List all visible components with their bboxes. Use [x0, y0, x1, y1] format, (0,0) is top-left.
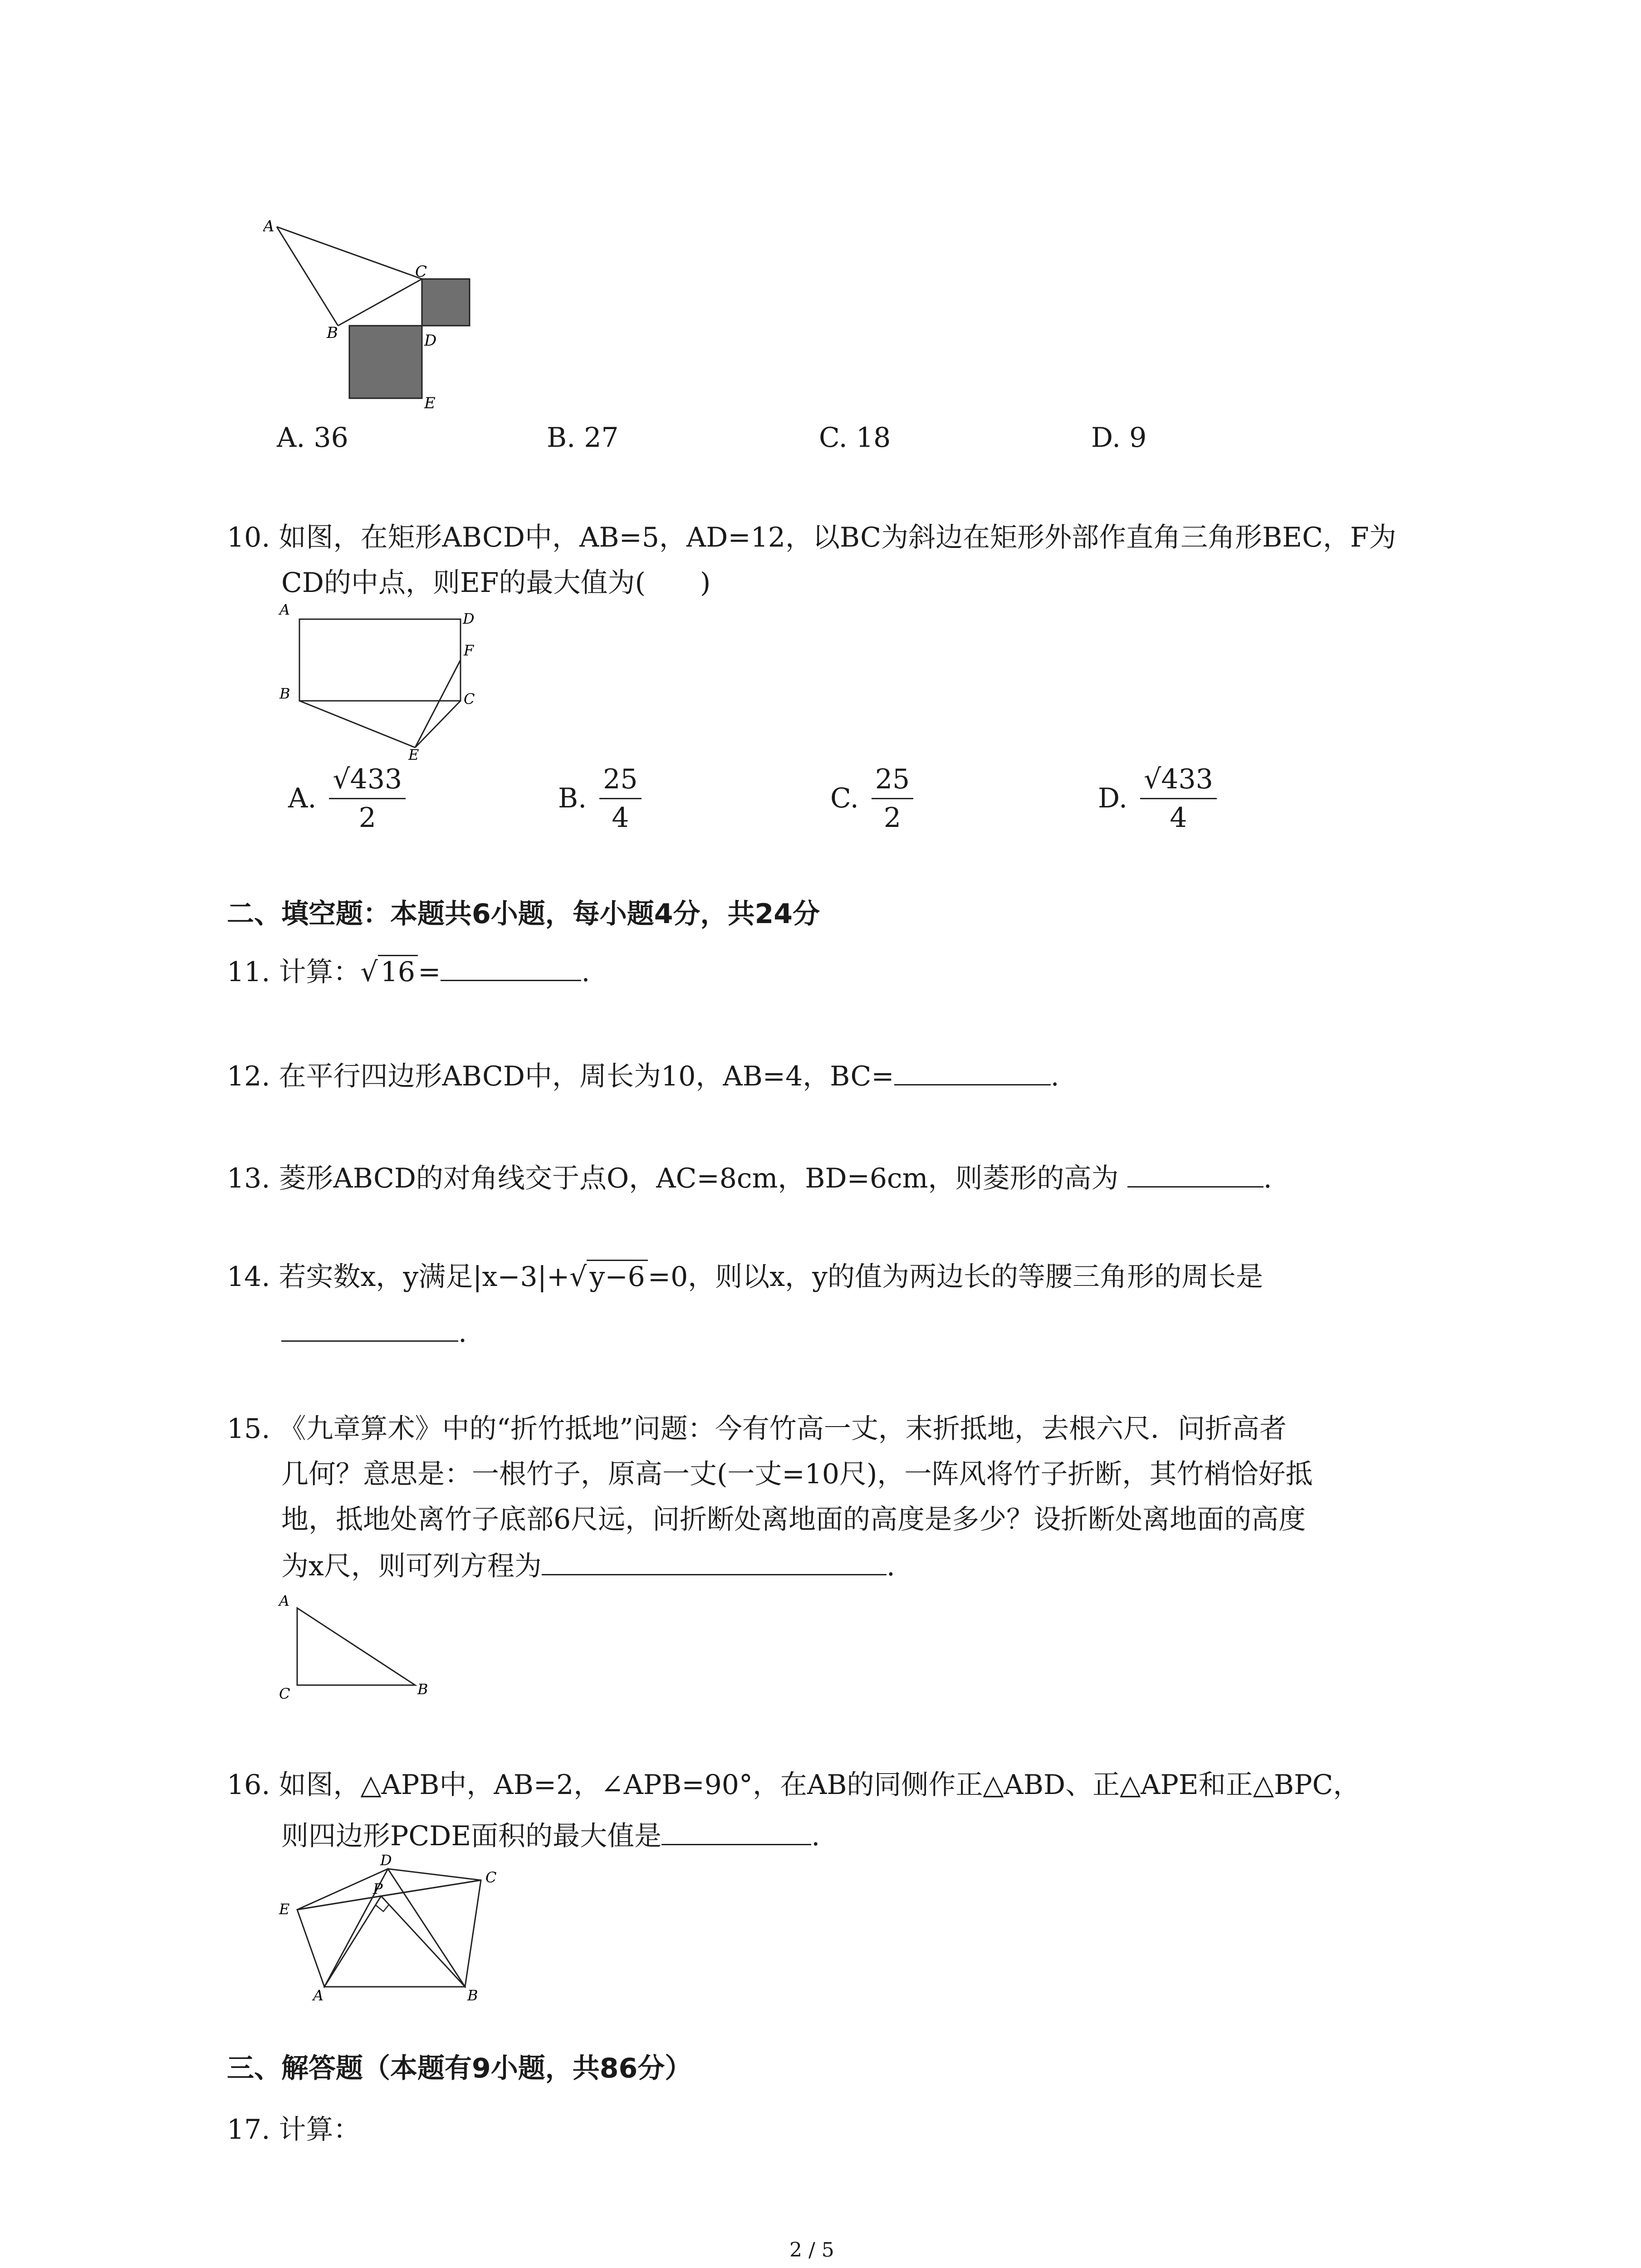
q9-label-e: E [424, 394, 436, 412]
q10-option-b [558, 760, 642, 837]
fraction [329, 763, 406, 834]
q11 [227, 953, 590, 990]
q9-large-square [349, 326, 422, 398]
q14-period: . [458, 1317, 467, 1349]
denominator: 2 [883, 802, 901, 834]
radicand: 433 [1161, 763, 1213, 795]
q16-label-c: C [485, 1869, 497, 1886]
radicand: y−6 [587, 1260, 647, 1293]
q15-line4 [281, 1547, 895, 1584]
fraction [599, 763, 641, 834]
q10-line2: CD的中点，则EF的最大值为( ) [281, 567, 711, 599]
q16-line2 [281, 1817, 820, 1854]
radicand: 433 [350, 763, 402, 795]
q15-line1: 15. 《九章算术》中的“折竹抵地”问题：今有竹高一丈，末折抵地，去根六尺．问折高者 [227, 1413, 1287, 1445]
section-2-heading: 二、填空题：本题共6小题，每小题4分，共24分 [227, 898, 820, 930]
q10-line-be [299, 701, 415, 748]
q16-label-e: E [279, 1901, 290, 1918]
q15-line4-text: 为x尺，则可列方程为 [281, 1550, 542, 1582]
q11-equals: = [418, 956, 441, 988]
fraction [1140, 763, 1217, 834]
sqrt-symbol: √ [1144, 763, 1161, 795]
denominator: 2 [358, 802, 376, 834]
q14-pre: 14. 若实数x，y满足|x−3|+ [227, 1261, 570, 1293]
q9-label-a: A [263, 217, 274, 235]
option-letter: B. [547, 422, 576, 454]
q16-label-b: B [467, 1987, 478, 2004]
option-letter: A. [288, 782, 317, 814]
q15-answer-blank[interactable] [542, 1547, 887, 1575]
q14-line2 [281, 1313, 467, 1351]
q10-label-a: A [279, 603, 290, 618]
q11-period: . [581, 956, 590, 988]
q10-label-c: C [464, 690, 475, 708]
q10-label-e: E [408, 746, 419, 762]
q12 [227, 1057, 1059, 1095]
q16-label-p: P [373, 1880, 383, 1897]
denominator: 4 [1170, 802, 1187, 834]
q9-option-d [1091, 420, 1146, 456]
option-letter: B. [558, 782, 587, 814]
sqrt-expression [361, 954, 418, 990]
fraction [872, 763, 913, 834]
q14 [227, 1259, 1263, 1295]
q11-answer-blank[interactable] [441, 953, 581, 981]
q9-label-d: D [424, 332, 437, 350]
denominator: 4 [612, 802, 629, 834]
option-letter: C. [819, 422, 847, 454]
section-3-heading: 三、解答题（本题有9小题，共86分） [227, 2053, 692, 2084]
q15-label-c: C [279, 1685, 290, 1702]
q9-label-c: C [415, 263, 427, 281]
q13-text: 13. 菱形ABCD的对角线交于点O，AC=8cm，BD=6cm，则菱形的高为 [227, 1163, 1119, 1194]
q16-triangle-ape [297, 1896, 381, 1987]
q9-figure [263, 213, 499, 413]
q15-right-triangle [297, 1608, 415, 1685]
q9-line-ac [277, 227, 422, 279]
numerator: 25 [599, 763, 641, 799]
q14-post: =0，则以x，y的值为两边长的等腰三角形的周长是 [647, 1261, 1263, 1293]
q10-line-ec [415, 701, 460, 748]
q16-answer-blank[interactable] [661, 1817, 811, 1845]
page-number: 2 / 5 [789, 2239, 834, 2262]
q9-option-a [277, 420, 348, 456]
option-value: 27 [584, 422, 619, 454]
q9-small-square [422, 279, 470, 326]
q13 [227, 1159, 1272, 1197]
q10-label-f: F [464, 642, 474, 659]
q9-label-b: B [327, 324, 338, 342]
option-value: 9 [1129, 422, 1147, 454]
q15-period: . [886, 1550, 895, 1582]
q9-option-c [819, 420, 891, 456]
q11-prefix: 11. 计算： [227, 956, 361, 988]
q13-answer-blank[interactable] [1127, 1159, 1264, 1188]
q15-line2: 几何？意思是：一根竹子，原高一丈(一丈=10尺)，一阵风将竹子折断，其竹梢恰好抵 [281, 1458, 1313, 1490]
option-value: 18 [856, 422, 891, 454]
option-letter: D. [1098, 782, 1128, 814]
q15-figure [277, 1588, 449, 1710]
q16-line1: 16. 如图，△APB中，AB=2，∠APB=90°，在AB的同侧作正△ABD、正△APE和正△BPC， [227, 1769, 1361, 1801]
q15-label-b: B [417, 1681, 428, 1698]
sqrt-symbol: √ [569, 1261, 587, 1293]
q16-period: . [811, 1820, 820, 1852]
q10-line1: 10. 如图，在矩形ABCD中，AB=5，AD=12，以BC为斜边在矩形外部作直角三角形BEC，F为 [227, 522, 1396, 553]
q12-answer-blank[interactable] [894, 1057, 1051, 1085]
q16-label-a: A [313, 1987, 324, 2004]
q10-line-ef [415, 660, 460, 748]
q16-right-angle-mark [376, 1904, 389, 1911]
q16-label-d: D [380, 1852, 392, 1869]
option-value: 36 [314, 422, 348, 454]
sqrt-symbol: √ [333, 763, 350, 795]
q14-answer-blank[interactable] [281, 1313, 458, 1342]
option-letter: C. [830, 782, 859, 814]
sqrt-expression [569, 1259, 648, 1295]
q10-option-d [1098, 760, 1217, 837]
q13-period: . [1263, 1163, 1272, 1194]
q16-quad-pcde [297, 1869, 481, 1910]
q15-line3: 地，抵地处离竹子底部6尺远，问折断处离地面的高度是多少？设折断处离地面的高度 [281, 1504, 1306, 1535]
q9-line-ab [277, 227, 338, 326]
q16-line2-text: 则四边形PCDE面积的最大值是 [281, 1820, 662, 1852]
q12-text: 12. 在平行四边形ABCD中，周长为10，AB=4，BC= [227, 1061, 894, 1092]
q10-option-a [288, 760, 406, 837]
option-letter: D. [1091, 422, 1121, 454]
q9-option-b [547, 420, 619, 456]
q16-triangle-bpc [381, 1880, 481, 1987]
q9-line-bc [338, 279, 422, 326]
q16-figure [277, 1851, 513, 2005]
q12-period: . [1050, 1061, 1059, 1092]
q10-figure [277, 603, 490, 762]
q17: 17. 计算： [227, 2114, 361, 2146]
q10-rectangle [299, 619, 460, 701]
q15-label-a: A [279, 1592, 290, 1609]
q10-label-b: B [279, 685, 290, 702]
q10-option-c [830, 760, 913, 837]
sqrt-symbol: √ [360, 956, 378, 988]
q10-label-d: D [463, 610, 475, 627]
numerator: 25 [872, 763, 913, 799]
option-letter: A. [277, 422, 305, 454]
radicand: 16 [378, 955, 418, 988]
